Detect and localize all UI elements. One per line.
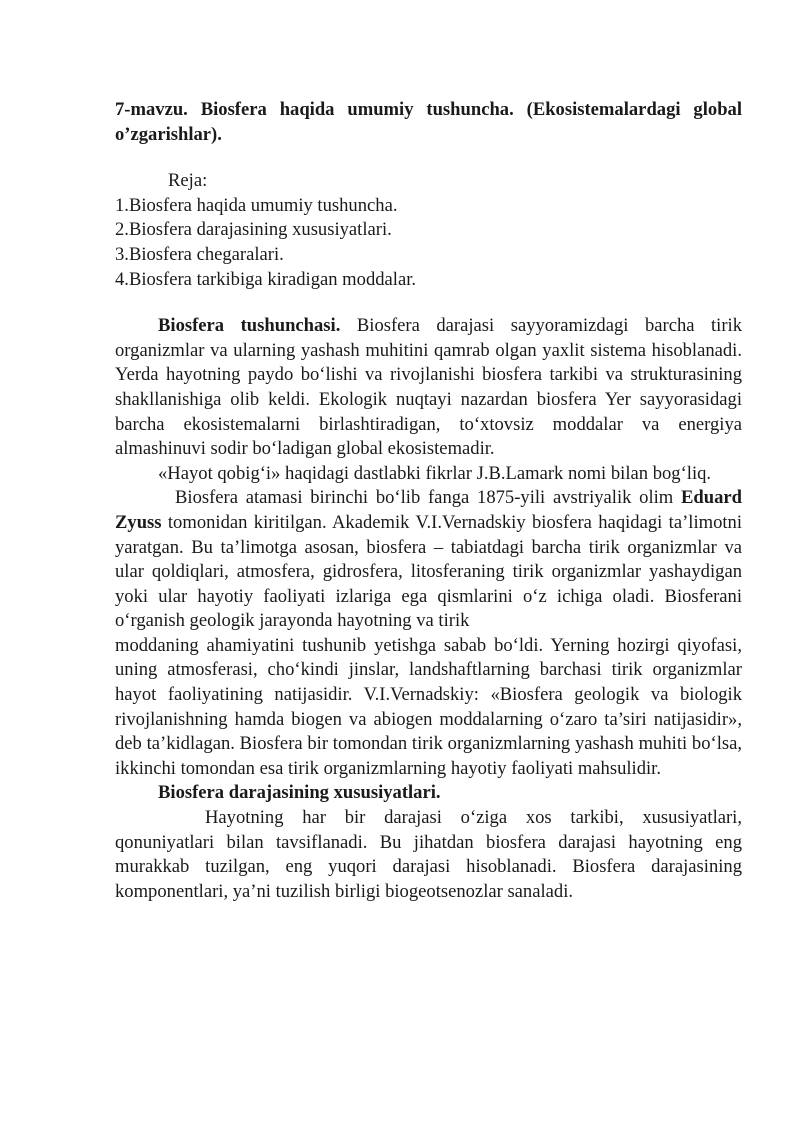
- paragraph-text: Biosfera darajasi sayyoramizdagi barcha tirik organizmlar va ularning yashash muhitini qamrab olgan yaxlit sistema hisoblanadi. Yerda hayotning paydo boʻlishi va rivojlanishi biosfera tarkibi va strukturasining shakllanishiga olib keldi. Ekologik nuqtayi nazardan biosfera Yer sayyorasidagi barcha ekosistemalarni birlashtiradigan, toʻxtovsiz moddalar va energiya almashinuvi sodir boʻladigan global ekosistemadir.: [115, 315, 743, 460]
- author-name: Eduard Zyuss: [115, 487, 742, 533]
- plan-item-2: 2.Biosfera darajasining xususiyatlari.: [115, 219, 392, 241]
- paragraph-lamark: «Hayot qobigʻi» haqidagi dastlabki fikrlar J.B.Lamark nomi bilan bogʻliq.: [158, 462, 712, 484]
- plan-item-4: 4.Biosfera tarkibiga kiradigan moddalar.: [115, 268, 417, 290]
- plan-item-1: 1.Biosfera haqida umumiy tushuncha.: [115, 194, 398, 216]
- paragraph-text: Biosfera atamasi birinchi boʻlib fanga 1875-yili avstriyalik olim: [175, 487, 682, 509]
- spacer: [115, 147, 742, 169]
- plan-list: [115, 194, 742, 292]
- paragraph-vernadskiy: moddaning ahamiyatini tushunib yetishga sabab boʻldi. Yerning hozirgi qiyofasi, uning atmosferasi, choʻkindi jinslar, landshaftlarning barchasi tirik organizmlar hayot faoliyatining natijasidir. V.I.Vernadskiy: «Biosfera geologik va biologik rivojlanishning hamda biogen va abiogen moddalarning oʻzaro ta’siri natijasidir», deb ta’kidlagan. Biosfera bir tomondan tirik organizmlarning yashash muhiti boʻlsa, ikkinchi tomondan esa tirik organizmlarning hayotiy faoliyati mahsulidir.: [115, 634, 742, 779]
- document-page: [115, 98, 742, 904]
- paragraph-zyuss: [115, 486, 742, 634]
- paragraph-biosphere-concept: [115, 314, 742, 462]
- plan-heading: Reja:: [168, 170, 208, 192]
- lecture-title: 7-mavzu. Biosfera haqida umumiy tushuncha. (Ekosistemalardagi global o’zgarishlar).: [115, 99, 742, 145]
- plan-item-3: 3.Biosfera chegaralari.: [115, 243, 284, 265]
- section-heading-properties: Biosfera darajasining xususiyatlari.: [158, 782, 441, 804]
- spacer: [115, 292, 742, 314]
- paragraph-text: tomonidan kiritilgan. Akademik V.I.Vernadskiy biosfera haqidagi ta’limotni yaratgan. Bu ta’limotga asosan, biosfera – tabiatdagi barcha tirik organizmlar va ular qoldiqlari, atmosfera, gidrosfera, litosferaning tirik organizmlar yashaydigan yoki ular hayotiy faoliyati izlariga ega qismlarini oʻz ichiga oladi. Biosferani oʻrganish geologik jarayonda hayotning va tirik: [115, 511, 742, 632]
- section-heading-biosphere-concept: Biosfera tushunchasi.: [158, 315, 341, 337]
- paragraph-properties: Hayotning har bir darajasi oʻziga xos tarkibi, xususiyatlari, qonuniyatlari bilan tavsiflanadi. Bu jihatdan biosfera darajasi hayotning eng murakkab tuzilgan, eng yuqori darajasi hisoblanadi. Biosfera darajasining komponentlari, ya’ni tuzilish birligi biogeotsenozlar sanaladi.: [115, 807, 742, 902]
